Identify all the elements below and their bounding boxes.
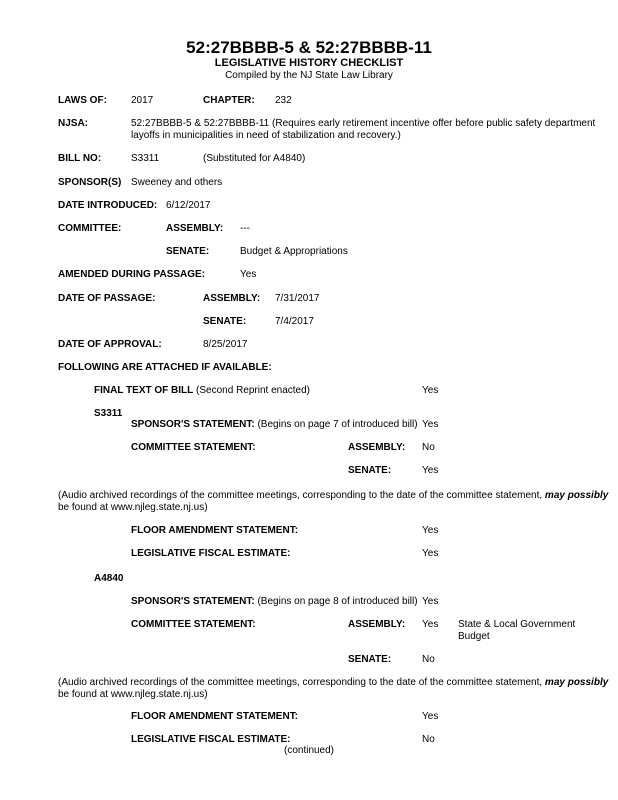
passage-senate-value: 7/4/2017 xyxy=(275,316,314,327)
sponsor-label: SPONSOR(S) xyxy=(58,177,122,188)
chapter-value: 232 xyxy=(275,95,292,106)
s3311-sponsor-row xyxy=(131,419,418,431)
passage-label: DATE OF PASSAGE: xyxy=(58,293,156,304)
committee-label: COMMITTEE: xyxy=(58,223,122,234)
committee-assembly-value: --- xyxy=(240,223,250,234)
continued-note: (continued) xyxy=(283,745,335,756)
njsa-line-1: 52:27BBBB-5 & 52:27BBBB-11 (Requires early retirement incentive offer before public safety department xyxy=(131,118,596,129)
chapter-label: CHAPTER: xyxy=(203,95,255,106)
s3311-sponsor-value: Yes xyxy=(422,419,439,430)
sponsor-value: Sweeney and others xyxy=(131,177,223,188)
a4840-assembly-value: Yes xyxy=(422,619,439,630)
page-subtitle: LEGISLATIVE HISTORY CHECKLIST xyxy=(214,57,404,69)
a4840-senate-value: No xyxy=(422,654,435,665)
passage-assembly-label: ASSEMBLY: xyxy=(203,293,261,304)
a4840-assembly-committee-line-2: Budget xyxy=(458,631,490,642)
committee-assembly-label: ASSEMBLY: xyxy=(166,223,224,234)
a4840-sponsor-value: Yes xyxy=(422,596,439,607)
committee-senate-label: SENATE: xyxy=(166,246,210,257)
s3311-fiscal-label: LEGISLATIVE FISCAL ESTIMATE: xyxy=(131,548,291,559)
bill-no-value: S3311 xyxy=(131,153,160,164)
s3311-fiscal-value: Yes xyxy=(422,548,439,559)
s3311-assembly-value: No xyxy=(422,442,435,453)
audio-note-line-1: (Audio archived recordings of the committee meetings, corresponding to the date of the committee statement, may possibly xyxy=(58,490,609,501)
a4840-fiscal-value: No xyxy=(422,734,435,745)
audio-note-line-2: be found at www.njleg.state.nj.us) xyxy=(58,502,208,513)
s3311-heading: S3311 xyxy=(94,408,123,419)
approval-value: 8/25/2017 xyxy=(203,339,248,350)
amended-value: Yes xyxy=(240,269,257,280)
s3311-sponsor-label: SPONSOR'S STATEMENT: xyxy=(131,419,255,430)
final-text-row xyxy=(94,385,310,397)
s3311-assembly-label: ASSEMBLY: xyxy=(348,442,406,453)
s3311-floor-label: FLOOR AMENDMENT STATEMENT: xyxy=(131,525,299,536)
final-text-label: FINAL TEXT OF BILL xyxy=(94,385,194,396)
committee-senate-value: Budget & Appropriations xyxy=(240,246,348,257)
a4840-fiscal-label: LEGISLATIVE FISCAL ESTIMATE: xyxy=(131,734,291,745)
s3311-senate-value: Yes xyxy=(422,465,439,476)
a4840-sponsor-note: (Begins on page 8 of introduced bill) xyxy=(257,596,418,607)
final-text-value: Yes xyxy=(422,385,439,396)
a4840-floor-label: FLOOR AMENDMENT STATEMENT: xyxy=(131,711,299,722)
laws-of-label: LAWS OF: xyxy=(58,95,107,106)
a4840-floor-value: Yes xyxy=(422,711,439,722)
s3311-committee-label: COMMITTEE STATEMENT: xyxy=(131,442,256,453)
a4840-sponsor-label: SPONSOR'S STATEMENT: xyxy=(131,596,255,607)
bill-no-label: BILL NO: xyxy=(58,153,102,164)
a4840-senate-label: SENATE: xyxy=(348,654,392,665)
a4840-heading: A4840 xyxy=(94,573,124,584)
njsa-line-2: layoffs in municipalities in need of stabilization and recovery.) xyxy=(131,130,401,141)
compiled-by: Compiled by the NJ State Law Library xyxy=(225,70,393,81)
a4840-committee-label: COMMITTEE STATEMENT: xyxy=(131,619,256,630)
s3311-sponsor-note: (Begins on page 7 of introduced bill) xyxy=(257,419,418,430)
njsa-label: NJSA: xyxy=(58,118,89,129)
page-title: 52:27BBBB-5 & 52:27BBBB-11 xyxy=(186,38,432,57)
final-text-note: (Second Reprint enacted) xyxy=(196,385,311,396)
passage-senate-label: SENATE: xyxy=(203,316,247,327)
approval-label: DATE OF APPROVAL: xyxy=(58,339,162,350)
audio-note-2-line-2: be found at www.njleg.state.nj.us) xyxy=(58,689,208,700)
laws-of-value: 2017 xyxy=(131,95,154,106)
a4840-sponsor-row xyxy=(131,596,418,608)
bill-no-note: (Substituted for A4840) xyxy=(203,153,306,164)
s3311-floor-value: Yes xyxy=(422,525,439,536)
a4840-assembly-committee-line-1: State & Local Government xyxy=(458,619,576,630)
date-introduced-value: 6/12/2017 xyxy=(166,200,211,211)
s3311-senate-label: SENATE: xyxy=(348,465,392,476)
audio-note-2-line-1: (Audio archived recordings of the committee meetings, corresponding to the date of the committee statement, may possibly xyxy=(58,677,609,688)
attached-heading: FOLLOWING ARE ATTACHED IF AVAILABLE: xyxy=(58,362,272,373)
a4840-assembly-label: ASSEMBLY: xyxy=(348,619,406,630)
amended-label: AMENDED DURING PASSAGE: xyxy=(58,269,206,280)
date-introduced-label: DATE INTRODUCED: xyxy=(58,200,158,211)
passage-assembly-value: 7/31/2017 xyxy=(275,293,320,304)
